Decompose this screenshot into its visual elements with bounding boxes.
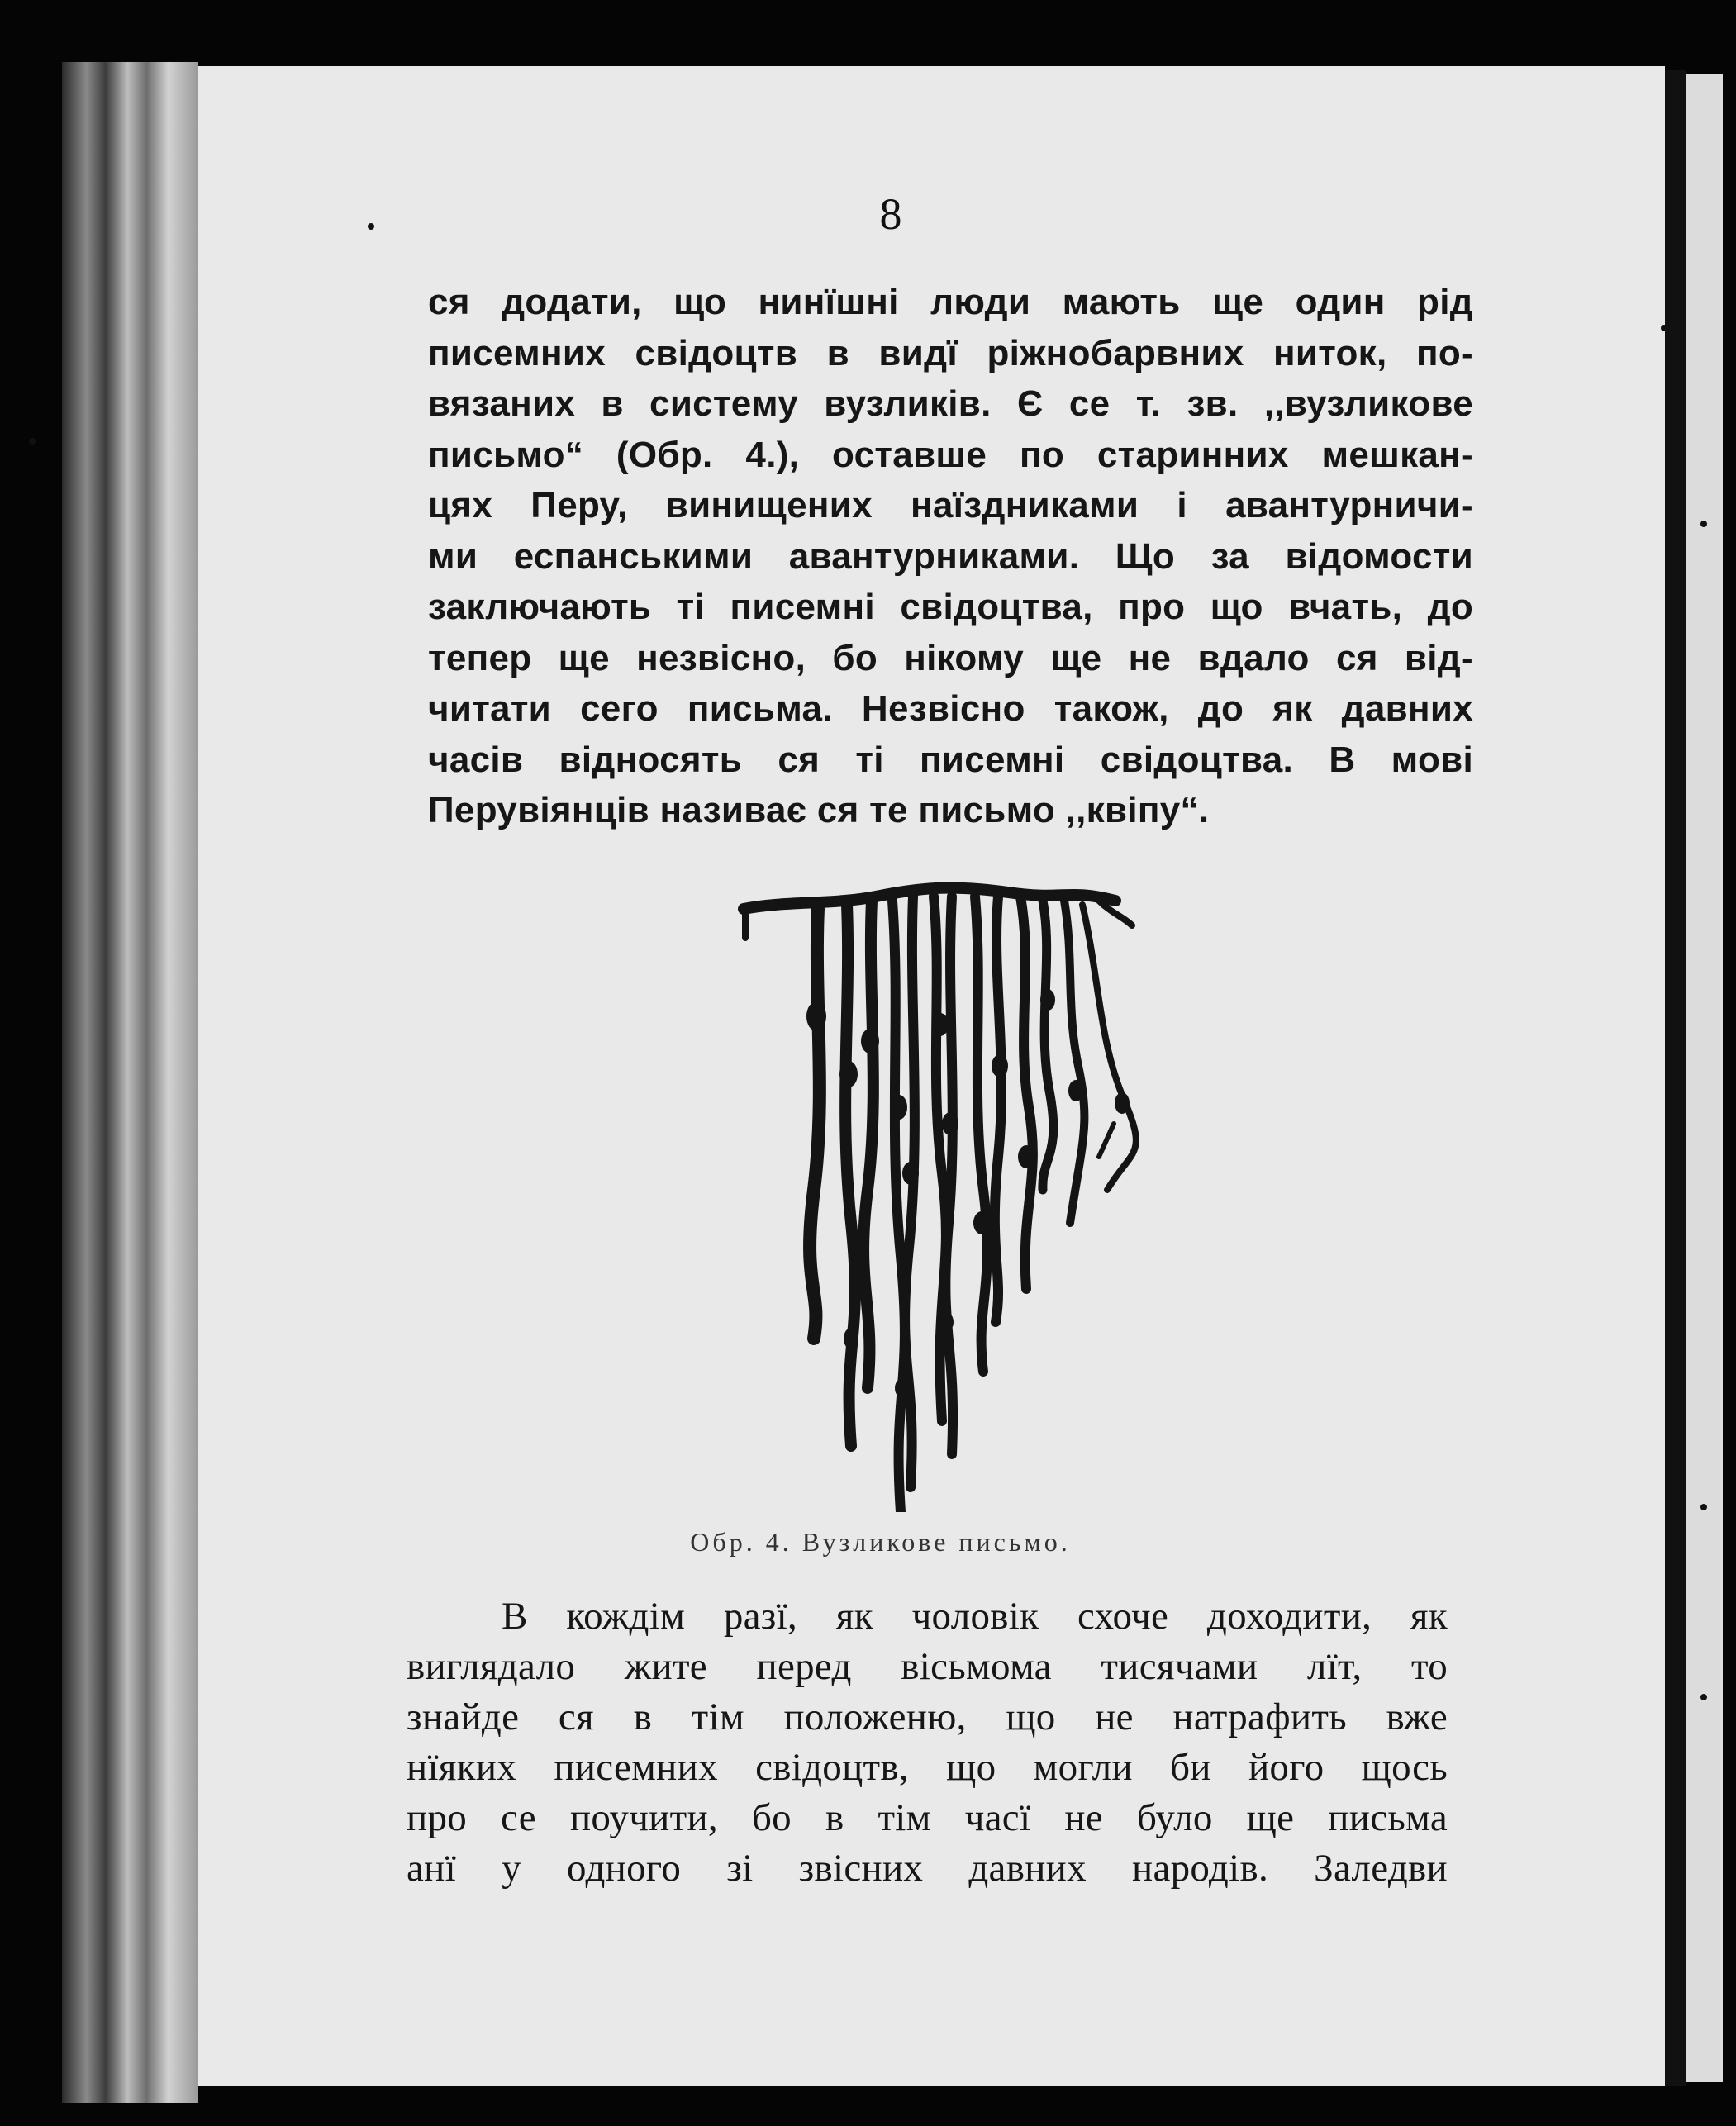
text-line: часів відносять ся ті писемні свідоцтва. В мові (428, 739, 1473, 780)
quipu-illustration (735, 876, 1149, 1512)
text-line: цях Перу, винищених наїздниками і авантурничи- (428, 485, 1473, 526)
text-line: читати сего письма. Незвісно також, до як давних (428, 688, 1473, 729)
facing-page-edge (1686, 74, 1723, 2082)
scan-speck (1700, 521, 1707, 527)
book-spine (62, 62, 198, 2103)
paragraph-top (428, 277, 1473, 836)
text-line: Перувіянців називає ся те письмо ,,квіпу“. (428, 790, 1210, 830)
scan-speck (1700, 1694, 1707, 1700)
text-line: нїяких писемних свідоцтв, що могли би його щось (407, 1746, 1448, 1789)
text-line: писемних свідоцтв в видї ріжнобарвних ниток, по- (428, 332, 1473, 373)
text-line: тепер ще незвісно, бо нікому ще не вдало ся від- (428, 637, 1473, 678)
figure-caption: Обр. 4. Вузликове письмо. (690, 1527, 1071, 1557)
text-line: В кождім разї, як чоловік схоче доходити, як (502, 1595, 1448, 1638)
scan-speck (1661, 325, 1667, 331)
text-line: виглядало жите перед вісьмома тисячами лїт, то (407, 1645, 1448, 1688)
text-line: ся додати, що нинїшні люди мають ще один рід (428, 282, 1473, 322)
text-line: письмо“ (Обр. 4.), оставше по старинних мешкан- (428, 434, 1473, 475)
scan-speck (29, 438, 36, 445)
text-line: знайде ся в тім положеню, що не натрафить вже (407, 1696, 1448, 1738)
page-gutter (1665, 70, 1686, 2086)
text-line: заключають ті писемні свідоцтва, про що вчать, до (428, 587, 1473, 627)
page-number: 8 (879, 189, 902, 239)
scan-speck (368, 223, 374, 230)
text-line: ми еспанськими авантурниками. Що за відомости (428, 535, 1473, 577)
text-line: про се поучити, бо в тім часї не було ще письма (407, 1796, 1448, 1839)
paragraph-bottom (407, 1591, 1448, 1894)
text-line: вязаних в систему вузликів. Є се т. зв. ,,вузликове (428, 383, 1473, 424)
scan-speck (1700, 1504, 1707, 1510)
text-line: анї у одного зі звісних давних народів. Заледви (407, 1847, 1448, 1890)
